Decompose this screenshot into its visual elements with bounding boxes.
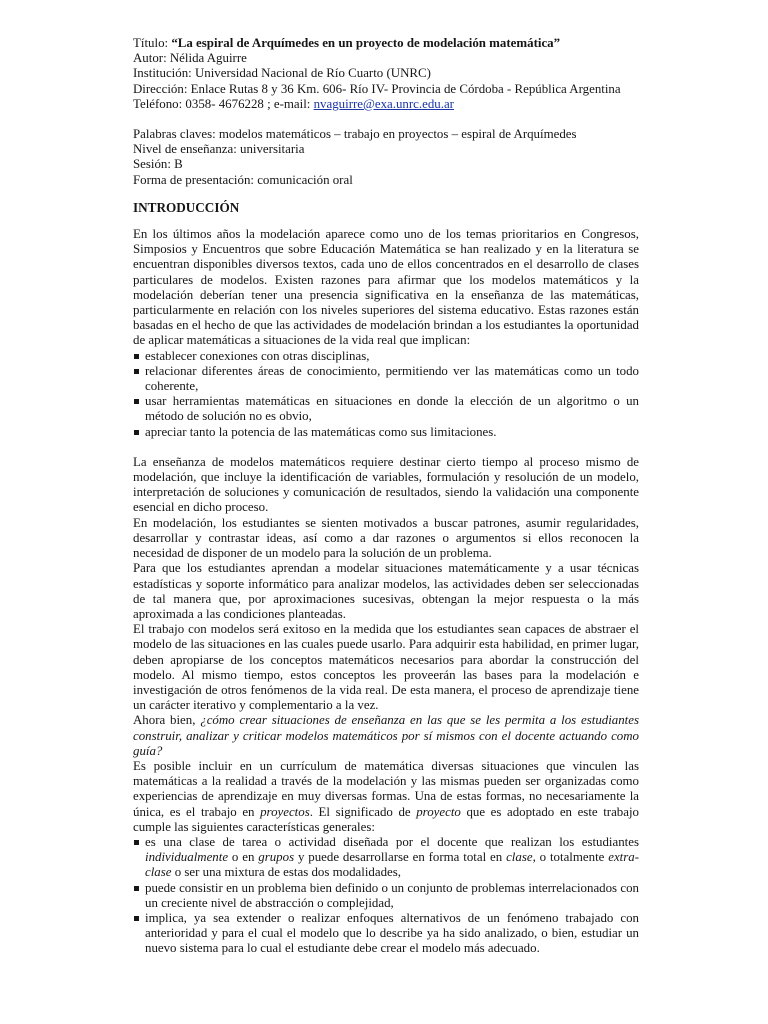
- keywords-line: Palabras claves: modelos matemáticos – trabajo en proyectos – espiral de Arquímedes: [133, 127, 577, 142]
- emphasis-text: grupos: [258, 850, 295, 865]
- spacer: [133, 440, 639, 455]
- paper-title: “La espiral de Arquímedes en un proyecto de modelación matemática”: [171, 36, 561, 50]
- emphasis-text: individualmente: [145, 850, 229, 865]
- list-item: relacionar diferentes áreas de conocimiento, permitiendo ver las matemáticas como un todo coherente,: [133, 364, 639, 394]
- text-span: Es posible incluir en un currículum de matemática diversas situaciones que vinculen las matemáticas a la realidad a través de la modelación y las mismas pueden ser organizadas como experiencias de aprendizaje en muy diversas formas. Una de estas formas, no necesariamente la única, es el trabajo en: [133, 758, 639, 819]
- list-item: establecer conexiones con otras disciplinas,: [133, 349, 639, 364]
- section-heading: INTRODUCCIÓN: [133, 199, 240, 215]
- question-lead: Ahora bien,: [133, 713, 201, 728]
- institution-line: Institución: Universidad Nacional de Río Cuarto (UNRC): [133, 66, 431, 81]
- emphasis-text: clase,: [506, 850, 536, 865]
- text-span: que es adoptado en este trabajo cumple las siguientes características generales:: [133, 804, 640, 834]
- email-link[interactable]: nvaguirre@exa.unrc.edu.ar: [313, 96, 454, 111]
- paragraph-motivation: En modelación, los estudiantes se sienten motivados a buscar patrones, asumir regularidades, desarrollar y contrastar ideas, así como a dar razones o argumentos si ellos reconocen la necesidad de disponer de un modelo para la solución de un problema.: [133, 515, 639, 561]
- session-line: Sesión: B: [133, 157, 183, 172]
- question-text: ¿cómo crear situaciones de enseñanza en las que se les permita a los estudiantes construir, analizar y criticar modelos matemáticos por sí mismos con el docente actuando como guía?: [133, 713, 640, 758]
- address-line: Dirección: Enlace Rutas 8 y 36 Km. 606- Río IV- Provincia de Córdoba - República Argentina: [133, 81, 621, 96]
- list-item: puede consistir en un problema bien definido o un conjunto de problemas interrelacionados con un creciente nivel de abstracción o complejidad,: [133, 881, 639, 911]
- text-span: es una clase de tarea o actividad diseñada por el docente que realizan los estudiantes: [145, 834, 639, 849]
- paragraph-modelling: La enseñanza de modelos matemáticos requiere destinar cierto tiempo al proceso mismo de modelación, que incluye la identificación de variables, formulación y resolución de un modelo, interpretación de soluciones y comunicación de resultados, siendo la validación una componente esencial en dicho proceso.: [133, 454, 639, 515]
- presentation-line: Forma de presentación: comunicación oral: [133, 172, 353, 187]
- spacer: [133, 215, 639, 227]
- text-span: o en: [228, 850, 259, 865]
- title-line: [133, 36, 639, 51]
- text-span: o totalmente: [535, 850, 609, 865]
- paragraph-projects: [133, 759, 639, 835]
- emphasis-text: extra-clase: [145, 850, 640, 880]
- list-item: apreciar tanto la potencia de las matemáticas como sus limitaciones.: [133, 425, 639, 440]
- phone-text: Teléfono: 0358- 4676228 ; e-mail:: [133, 96, 314, 111]
- author-line: Autor: Nélida Aguirre: [133, 51, 247, 66]
- paragraph-techniques: Para que los estudiantes aprendan a modelar situaciones matemáticamente y a usar técnicas estadísticas y soporte informático para analizar modelos, las actividades deben ser seleccionadas de tal manera que, por aproximaciones sucesivas, obtengan la mejor respuesta o la más aproximada a las condiciones planteadas.: [133, 561, 639, 621]
- spacer: [133, 188, 639, 200]
- bullet-list-benefits: [133, 349, 639, 440]
- text-span: . El significado de: [309, 804, 417, 819]
- level-line: Nivel de enseñanza: universitaria: [133, 142, 305, 157]
- list-item: [133, 835, 639, 881]
- text-span: o ser una mixtura de estas dos modalidades,: [171, 865, 401, 880]
- bullet-list-project-features: [133, 835, 639, 957]
- list-item: usar herramientas matemáticas en situaciones en donde la elección de un algoritmo o un método de solución no es obvio,: [133, 394, 639, 424]
- text-span: y puede desarrollarse en forma total en: [294, 850, 507, 865]
- emphasis-text: proyectos: [260, 804, 310, 819]
- paragraph-question: [133, 713, 639, 759]
- paragraph-abstraction: El trabajo con modelos será exitoso en la medida que los estudiantes sean capaces de abstraer el modelo de las situaciones en las cuales puede usarlo. Para adquirir esta habilidad, en primer lugar, deben apropiarse de los conceptos matemáticos necesarios para abordar la construcción del modelo. Al mismo tiempo, estos conceptos les proveerán las bases para la modelación e investigación de otros fenómenos de la vida real. De esta manera, el proceso de aprendizaje tiene un carácter iterativo y complementario a la vez.: [133, 622, 639, 713]
- spacer: [133, 112, 639, 127]
- emphasis-text: proyecto: [416, 804, 461, 819]
- contact-line: [133, 97, 639, 112]
- intro-paragraph: En los últimos años la modelación aparece como uno de los temas prioritarios en Congresos, Simposios y Encuentros que sobre Educación Matemática se han realizado y en la literatura se encuentran disponibles diversos textos, cada uno de ellos concentrados en el desarrollo de clases particulares de modelos. Existen razones para afirmar que los modelos matemáticos y la modelación deberían tener una presencia significativa en la enseñanza de las matemáticas, particularmente en relación con los niveles superiores del sistema educativo. Estas razones están basadas en el hecho de que las actividades de modelación brindan a los estudiantes la oportunidad de aplicar matemáticas a situaciones de la vida real que implican:: [133, 227, 639, 348]
- title-label: Título:: [133, 36, 172, 50]
- list-item: implica, ya sea extender o realizar enfoques alternativos de un fenómeno trabajado con anterioridad y para el cual el modelo que lo describe ya ha sido analizado, o bien, estudiar un nuevo sistema para lo cual el estudiante debe crear el modelo más adecuado.: [133, 911, 639, 957]
